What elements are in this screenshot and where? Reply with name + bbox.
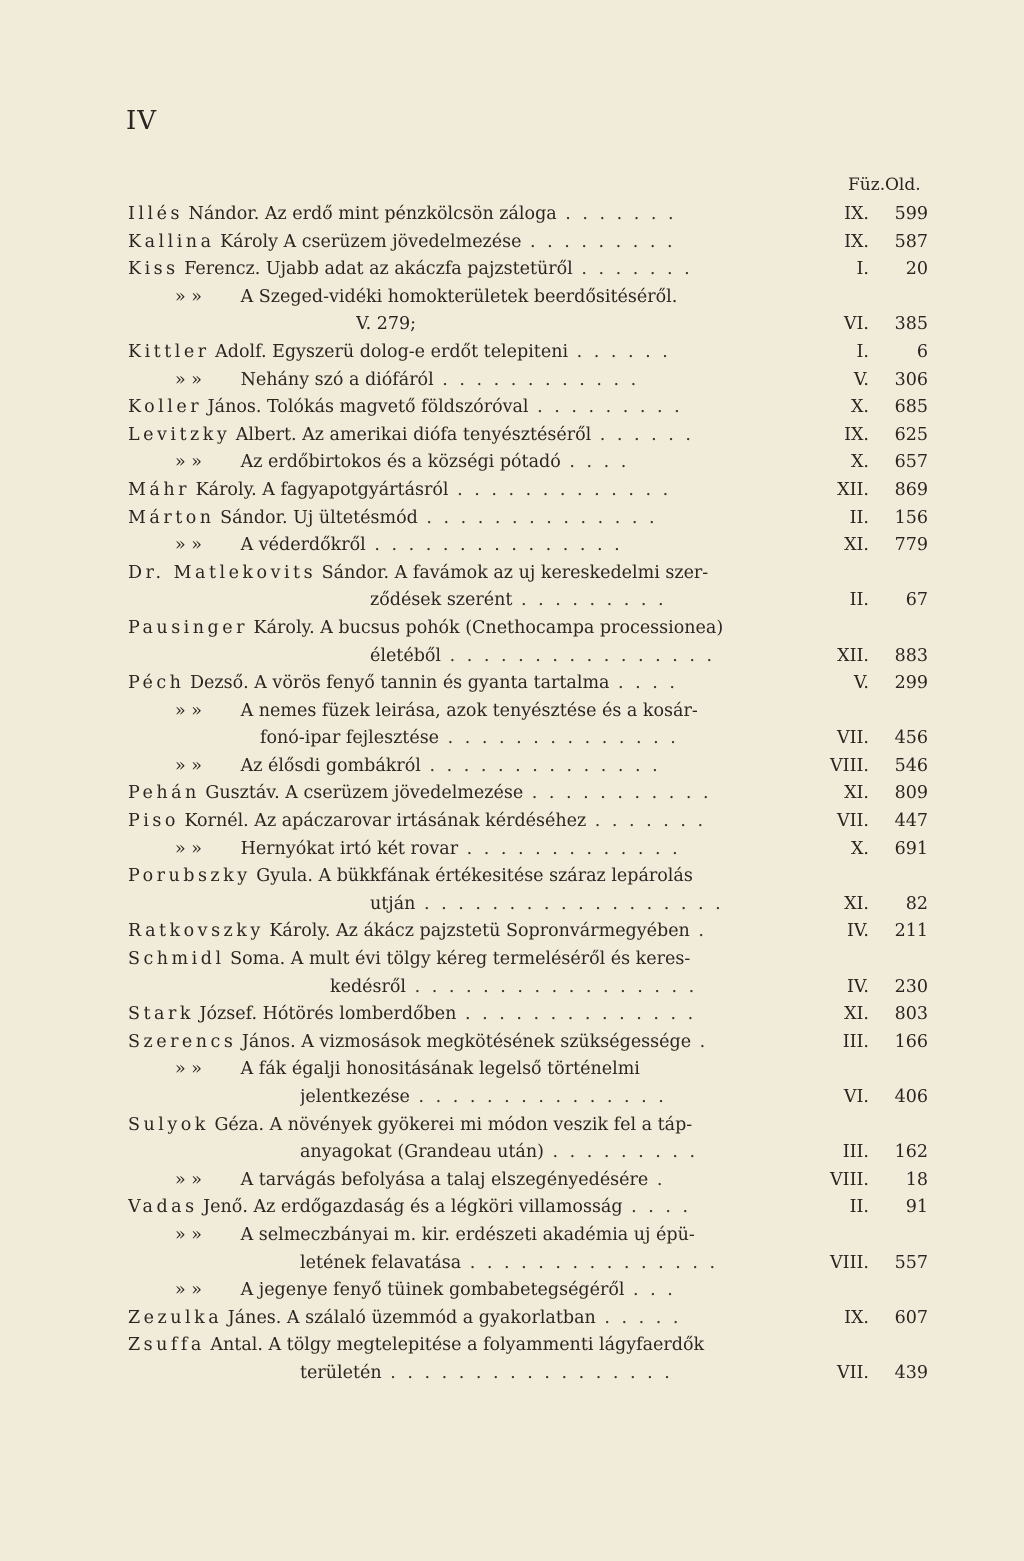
entry-text [128, 339, 800, 367]
entry-text [300, 1360, 800, 1388]
ditto-mark: » » [175, 838, 202, 859]
entry-page: 439 [894, 1362, 928, 1383]
entry-volume: V. [853, 673, 869, 694]
index-entry [0, 587, 1024, 615]
entry-author: Illés [128, 204, 183, 224]
entry-volume: XI. [844, 893, 869, 914]
entry-text [175, 753, 800, 781]
entry-page: 18 [905, 1169, 928, 1190]
index-entry [0, 753, 1024, 781]
index-entry [0, 505, 1024, 533]
entry-author: Máhr [128, 479, 190, 500]
entry-text [175, 367, 800, 395]
entry-title: A selmeczbányai m. kir. erdészeti akadémia uj épü- [235, 1224, 695, 1245]
entry-page: 385 [894, 314, 928, 335]
entry-author: Stark [128, 1004, 194, 1025]
entry-page: 299 [894, 673, 928, 694]
column-headers [0, 175, 1024, 199]
entry-author: Sulyok [128, 1114, 209, 1135]
entry-page: 166 [894, 1031, 928, 1052]
entry-page: 599 [894, 204, 928, 224]
entry-text [128, 1194, 800, 1222]
leader-dots: . . . . . . . . . . . . . . [417, 507, 658, 528]
entry-title: Sándor. A favámok az uj kereskedelmi szer- [316, 562, 709, 583]
entry-page: 91 [905, 1197, 928, 1218]
index-entry [0, 863, 1024, 891]
leader-dots: . . . . . . . . . . . . . . [420, 755, 661, 776]
entry-author: Zsuffa [128, 1335, 205, 1356]
entry-author: Levitzky [128, 424, 231, 445]
entry-volume: IX. [844, 424, 869, 445]
entry-title: Albert. Az amerikai diófa tenyésztéséről [230, 424, 592, 445]
leader-dots: . . . . . . . . . . . . . . . . . . [415, 893, 724, 914]
entry-text [175, 449, 800, 477]
entry-page: 456 [894, 728, 928, 749]
index-entry [0, 918, 1024, 946]
leader-dots: . . . . . . . . . . . [523, 783, 712, 804]
leader-dots: . . . . . . . . . [512, 590, 667, 611]
entry-volume: X. [850, 452, 869, 473]
entry-page: 685 [894, 397, 928, 418]
ditto-mark: » » [175, 535, 202, 556]
entry-author: Kallina [128, 231, 215, 252]
entry-page: 587 [894, 231, 928, 252]
leader-dots: . . . . . . . [586, 811, 707, 832]
entry-title: A Szeged-vidéki homokterületek beerdősitéséről. [235, 286, 678, 307]
entry-author: Porubszky [128, 866, 251, 887]
entry-volume: IX. [844, 1307, 869, 1328]
entry-text [128, 1112, 800, 1140]
ditto-mark: » » [175, 1224, 202, 1245]
entry-volume: I. [856, 259, 869, 280]
leader-dots: . . . . . . . . . . . . [433, 369, 640, 390]
entry-author: Pausinger [128, 617, 248, 638]
entry-volume: VI. [843, 314, 869, 335]
entry-text [300, 1139, 800, 1167]
ditto-mark: » » [175, 286, 202, 307]
index-entry [0, 422, 1024, 450]
entry-volume: III. [842, 1142, 869, 1163]
entry-page: 6 [916, 341, 928, 362]
entry-volume: VIII. [830, 755, 869, 776]
leader-dots: . . . . . [595, 1307, 682, 1328]
entry-page: 211 [894, 921, 928, 942]
leader-dots: . . . . . . . . . . . . . . . [409, 1087, 667, 1107]
entry-text [128, 1332, 800, 1360]
entry-text [128, 1029, 800, 1057]
entry-text [356, 311, 800, 339]
entry-title: Károly A cserüzem jövedelmezése [214, 231, 522, 252]
entry-author: Schmidl [128, 949, 225, 970]
entry-title: Az erdőbirtokos és a községi pótadó [235, 452, 561, 473]
entry-volume: XI. [844, 783, 869, 804]
entry-text [175, 1056, 800, 1084]
entry-page: 607 [894, 1307, 928, 1328]
entry-title: anyagokat (Grandeau után) [300, 1142, 544, 1163]
index-entry [0, 1001, 1024, 1029]
index-entry [0, 643, 1024, 671]
entry-text [128, 560, 800, 588]
index-entry [0, 1250, 1024, 1278]
leader-dots: . [689, 921, 707, 942]
entry-title: Sándor. Uj ültetésmód [214, 507, 418, 528]
index-entry [0, 229, 1024, 257]
leader-dots: . . . . . . . . . . . . . [458, 838, 681, 859]
entry-volume: X. [850, 397, 869, 418]
entry-text [128, 780, 800, 808]
entry-text [260, 725, 800, 753]
leader-dots: . . . . . . [591, 424, 694, 445]
ditto-mark: » » [175, 1280, 202, 1301]
entry-title: jelentkezése [300, 1087, 410, 1107]
index-entry [0, 1084, 1024, 1112]
entry-title: Az élősdi gombákról [235, 755, 421, 776]
entry-text [128, 615, 800, 643]
index-entry [0, 836, 1024, 864]
leader-dots: . . . . . . [568, 341, 671, 362]
leader-dots: . . . [624, 1280, 676, 1301]
index-entry [0, 256, 1024, 284]
entry-text [128, 505, 800, 533]
entry-author: Szerencs [128, 1031, 237, 1052]
index-entry [0, 946, 1024, 974]
leader-dots: . . . . . . . . . . . . . [448, 479, 672, 500]
entry-title: János. A vizmosások megkötésének szükségessége [236, 1031, 692, 1052]
entry-text [128, 1001, 800, 1029]
index-entry [0, 284, 1024, 312]
entry-title: Kornél. Az apáczarovar irtásának kérdéséhez [178, 811, 587, 832]
entry-author: Piso [128, 811, 179, 832]
entry-title: János. Tolókás magvető földszóróval [202, 397, 529, 418]
entry-page: 546 [894, 755, 928, 776]
entry-title: Jenő. Az erdőgazdaság és a légköri villamosság [197, 1197, 623, 1218]
index-entry [0, 615, 1024, 643]
entry-title: Dezső. A vörös fenyő tannin és gyanta tartalma [184, 673, 610, 694]
entry-volume: VI. [843, 1087, 869, 1107]
entry-text [370, 643, 800, 671]
entry-page: 230 [894, 976, 928, 997]
page-header: Old. [885, 175, 921, 195]
index-entry [0, 1029, 1024, 1057]
entry-title: József. Hótörés lomberdőben [193, 1004, 457, 1025]
entry-volume: II. [849, 590, 869, 611]
index-entry [0, 1112, 1024, 1140]
index-entry [0, 449, 1024, 477]
index-entry [0, 394, 1024, 422]
entry-text [128, 670, 800, 698]
entry-title: V. 279; [356, 314, 417, 335]
entry-title: Hernyókat irtó két rovar [235, 838, 459, 859]
entry-title: fonó-ipar fejlesztése [260, 728, 440, 749]
leader-dots: . . . . . . . . . [528, 397, 683, 418]
entry-page: 625 [894, 424, 928, 445]
leader-dots: . [691, 1031, 709, 1052]
index-entry [0, 1277, 1024, 1305]
ditto-mark: » » [175, 369, 202, 390]
entry-title: életéből [370, 645, 442, 666]
entry-title: Antal. A tölgy megtelepitése a folyammenti lágyfaerdők [204, 1335, 705, 1356]
index-entry [0, 1167, 1024, 1195]
ditto-mark: » » [175, 452, 202, 473]
entry-title: Károly. A fagyapotgyártásról [190, 479, 449, 500]
index-entry [0, 974, 1024, 1002]
entry-volume: IV. [846, 921, 869, 942]
entry-title: A fák égalji honositásának legelső történelmi [235, 1059, 640, 1080]
leader-dots: . . . . . . . [556, 204, 677, 224]
entry-volume: XII. [837, 479, 869, 500]
entry-volume: IX. [844, 204, 869, 224]
entry-title: A nemes füzek leirása, azok tenyésztése és a kosár- [235, 700, 698, 721]
entry-text [128, 229, 800, 257]
entry-title: A véderdőkről [235, 535, 366, 556]
entry-author: Pehán [128, 783, 200, 804]
entry-page: 156 [894, 507, 928, 528]
leader-dots: . . . . . . . . . . . . . . . [365, 535, 623, 556]
entry-title: A tarvágás befolyása a talaj elszegényedésére [235, 1169, 649, 1190]
entry-text [330, 974, 800, 1002]
index-entries [0, 201, 1024, 1388]
entry-text [175, 1222, 800, 1250]
leader-dots: . . . . . . . [572, 259, 693, 280]
entry-page: 20 [905, 259, 928, 280]
entry-title: Nándor. Az erdő mint pénzkölcsön záloga [182, 204, 557, 224]
entry-text [175, 1277, 800, 1305]
entry-page: 803 [894, 1004, 928, 1025]
entry-text [175, 836, 800, 864]
ditto-mark: » » [175, 700, 202, 721]
index-entry [0, 560, 1024, 588]
entry-volume: III. [842, 1031, 869, 1052]
entry-page: 809 [894, 783, 928, 804]
entry-page: 306 [894, 369, 928, 390]
entry-text [175, 284, 800, 312]
leader-dots: . . . . . . . . . [543, 1142, 699, 1163]
page-number: IV [126, 106, 158, 136]
leader-dots: . [648, 1169, 666, 1190]
index-entry [0, 725, 1024, 753]
index-entry [0, 532, 1024, 560]
index-entry [0, 311, 1024, 339]
entry-volume: IV. [846, 976, 869, 997]
entry-text [175, 1167, 800, 1195]
entry-author: Kittler [128, 341, 210, 362]
leader-dots: . . . . . . . . . . . . . . . [461, 1252, 719, 1273]
entry-page: 162 [894, 1142, 928, 1163]
entry-title: Nehány szó a diófáról [235, 369, 434, 390]
index-entry [0, 1222, 1024, 1250]
entry-title: Gusztáv. A cserüzem jövedelmezése [199, 783, 524, 804]
entry-volume: VIII. [830, 1169, 869, 1190]
entry-title: kedésről [330, 976, 406, 997]
entry-title: Jánes. A szálaló üzemmód a gyakorlatban [222, 1307, 596, 1328]
leader-dots: . . . . . . . . . . . . . . . . . [381, 1362, 673, 1383]
index-entry [0, 780, 1024, 808]
entry-page: 447 [894, 811, 928, 832]
index-entry [0, 808, 1024, 836]
entry-text [128, 201, 800, 229]
entry-title: letének felavatása [300, 1252, 462, 1273]
entry-text [128, 394, 800, 422]
entry-volume: V. [853, 369, 869, 390]
entry-volume: XII. [837, 645, 869, 666]
entry-text [300, 1084, 800, 1112]
entry-title: Gyula. A bükkfának értékesitése száraz lepárolás [250, 866, 693, 887]
entry-text [128, 422, 800, 450]
entry-page: 883 [894, 645, 928, 666]
entry-text [300, 1250, 800, 1278]
entry-text [175, 698, 800, 726]
entry-page: 406 [894, 1087, 928, 1107]
entry-title: Soma. A mult évi tölgy kéreg termeléséről és keres- [224, 949, 691, 970]
entry-text [175, 532, 800, 560]
ditto-mark: » » [175, 1059, 202, 1080]
entry-title: A jegenye fenyő tüinek gombabetegségéről [235, 1280, 625, 1301]
entry-title: Ferencz. Ujabb adat az akáczfa pajzstetüről [178, 259, 573, 280]
leader-dots: . . . . . . . . . . . . . . . . [441, 645, 716, 666]
index-entry [0, 1194, 1024, 1222]
entry-title: területén [300, 1362, 382, 1383]
index-entry [0, 477, 1024, 505]
index-entry [0, 339, 1024, 367]
entry-volume: IX. [844, 231, 869, 252]
leader-dots: . . . . . . . . . . . . . . [439, 728, 679, 749]
index-entry [0, 1305, 1024, 1333]
leader-dots: . . . . [622, 1197, 692, 1218]
index-entry [0, 1332, 1024, 1360]
leader-dots: . . . . . . . . . . . . . . . . . [406, 976, 698, 997]
entry-page: 82 [905, 893, 928, 914]
entry-author: Ratkovszky [128, 921, 264, 942]
ditto-mark: » » [175, 755, 202, 776]
entry-author: Koller [128, 397, 203, 418]
entry-text [128, 863, 800, 891]
entry-volume: I. [856, 341, 869, 362]
index-entry [0, 1056, 1024, 1084]
ditto-mark: » » [175, 1169, 202, 1190]
entry-volume: XI. [844, 1004, 869, 1025]
entry-title: utján [370, 893, 416, 914]
entry-text [128, 477, 800, 505]
index-entry [0, 698, 1024, 726]
entry-title: Károly. A bucsus pohók (Cnethocampa processionea) [247, 617, 724, 638]
index-entry [0, 1139, 1024, 1167]
index-entry [0, 1360, 1024, 1388]
index-entry [0, 670, 1024, 698]
entry-volume: VII. [836, 1362, 869, 1383]
entry-volume: II. [849, 1197, 869, 1218]
entry-page: 691 [894, 838, 928, 859]
entry-volume: VII. [836, 728, 869, 749]
entry-text [128, 256, 800, 284]
entry-text [128, 918, 800, 946]
entry-page: 657 [894, 452, 928, 473]
entry-author: Dr. Matlekovits [128, 562, 317, 583]
entry-volume: X. [850, 838, 869, 859]
entry-author: Péch [128, 673, 185, 694]
entry-title: Géza. A növények gyökerei mi módon veszik fel a táp- [208, 1114, 693, 1135]
entry-title: Adolf. Egyszerü dolog-e erdőt telepiteni [209, 341, 569, 362]
index-entry [0, 367, 1024, 395]
entry-page: 779 [894, 535, 928, 556]
entry-text [128, 946, 800, 974]
entry-text [128, 808, 800, 836]
entry-page: 67 [905, 590, 928, 611]
entry-author: Márton [128, 507, 215, 528]
entry-volume: II. [849, 507, 869, 528]
entry-page: 869 [894, 479, 928, 500]
entry-author: Zezulka [128, 1307, 223, 1328]
entry-text [370, 891, 800, 919]
leader-dots: . . . . . . . . . [521, 231, 676, 252]
index-entry [0, 891, 1024, 919]
leader-dots: . . . . [609, 673, 678, 694]
entry-volume: VII. [836, 811, 869, 832]
leader-dots: . . . . . . . . . . . . . . [456, 1004, 697, 1025]
volume-header: Füz. [848, 175, 886, 195]
entry-title: ződések szerént [370, 590, 513, 611]
index-entry [0, 201, 1024, 229]
entry-text [370, 587, 800, 615]
entry-author: Vadas [128, 1197, 198, 1218]
entry-volume: VIII. [830, 1252, 869, 1273]
leader-dots: . . . . [560, 452, 630, 473]
entry-text [128, 1305, 800, 1333]
entry-page: 557 [894, 1252, 928, 1273]
entry-volume: XI. [844, 535, 869, 556]
entry-title: Károly. Az ákácz pajzstetü Sopronvármegyében [263, 921, 690, 942]
entry-author: Kiss [128, 259, 179, 280]
